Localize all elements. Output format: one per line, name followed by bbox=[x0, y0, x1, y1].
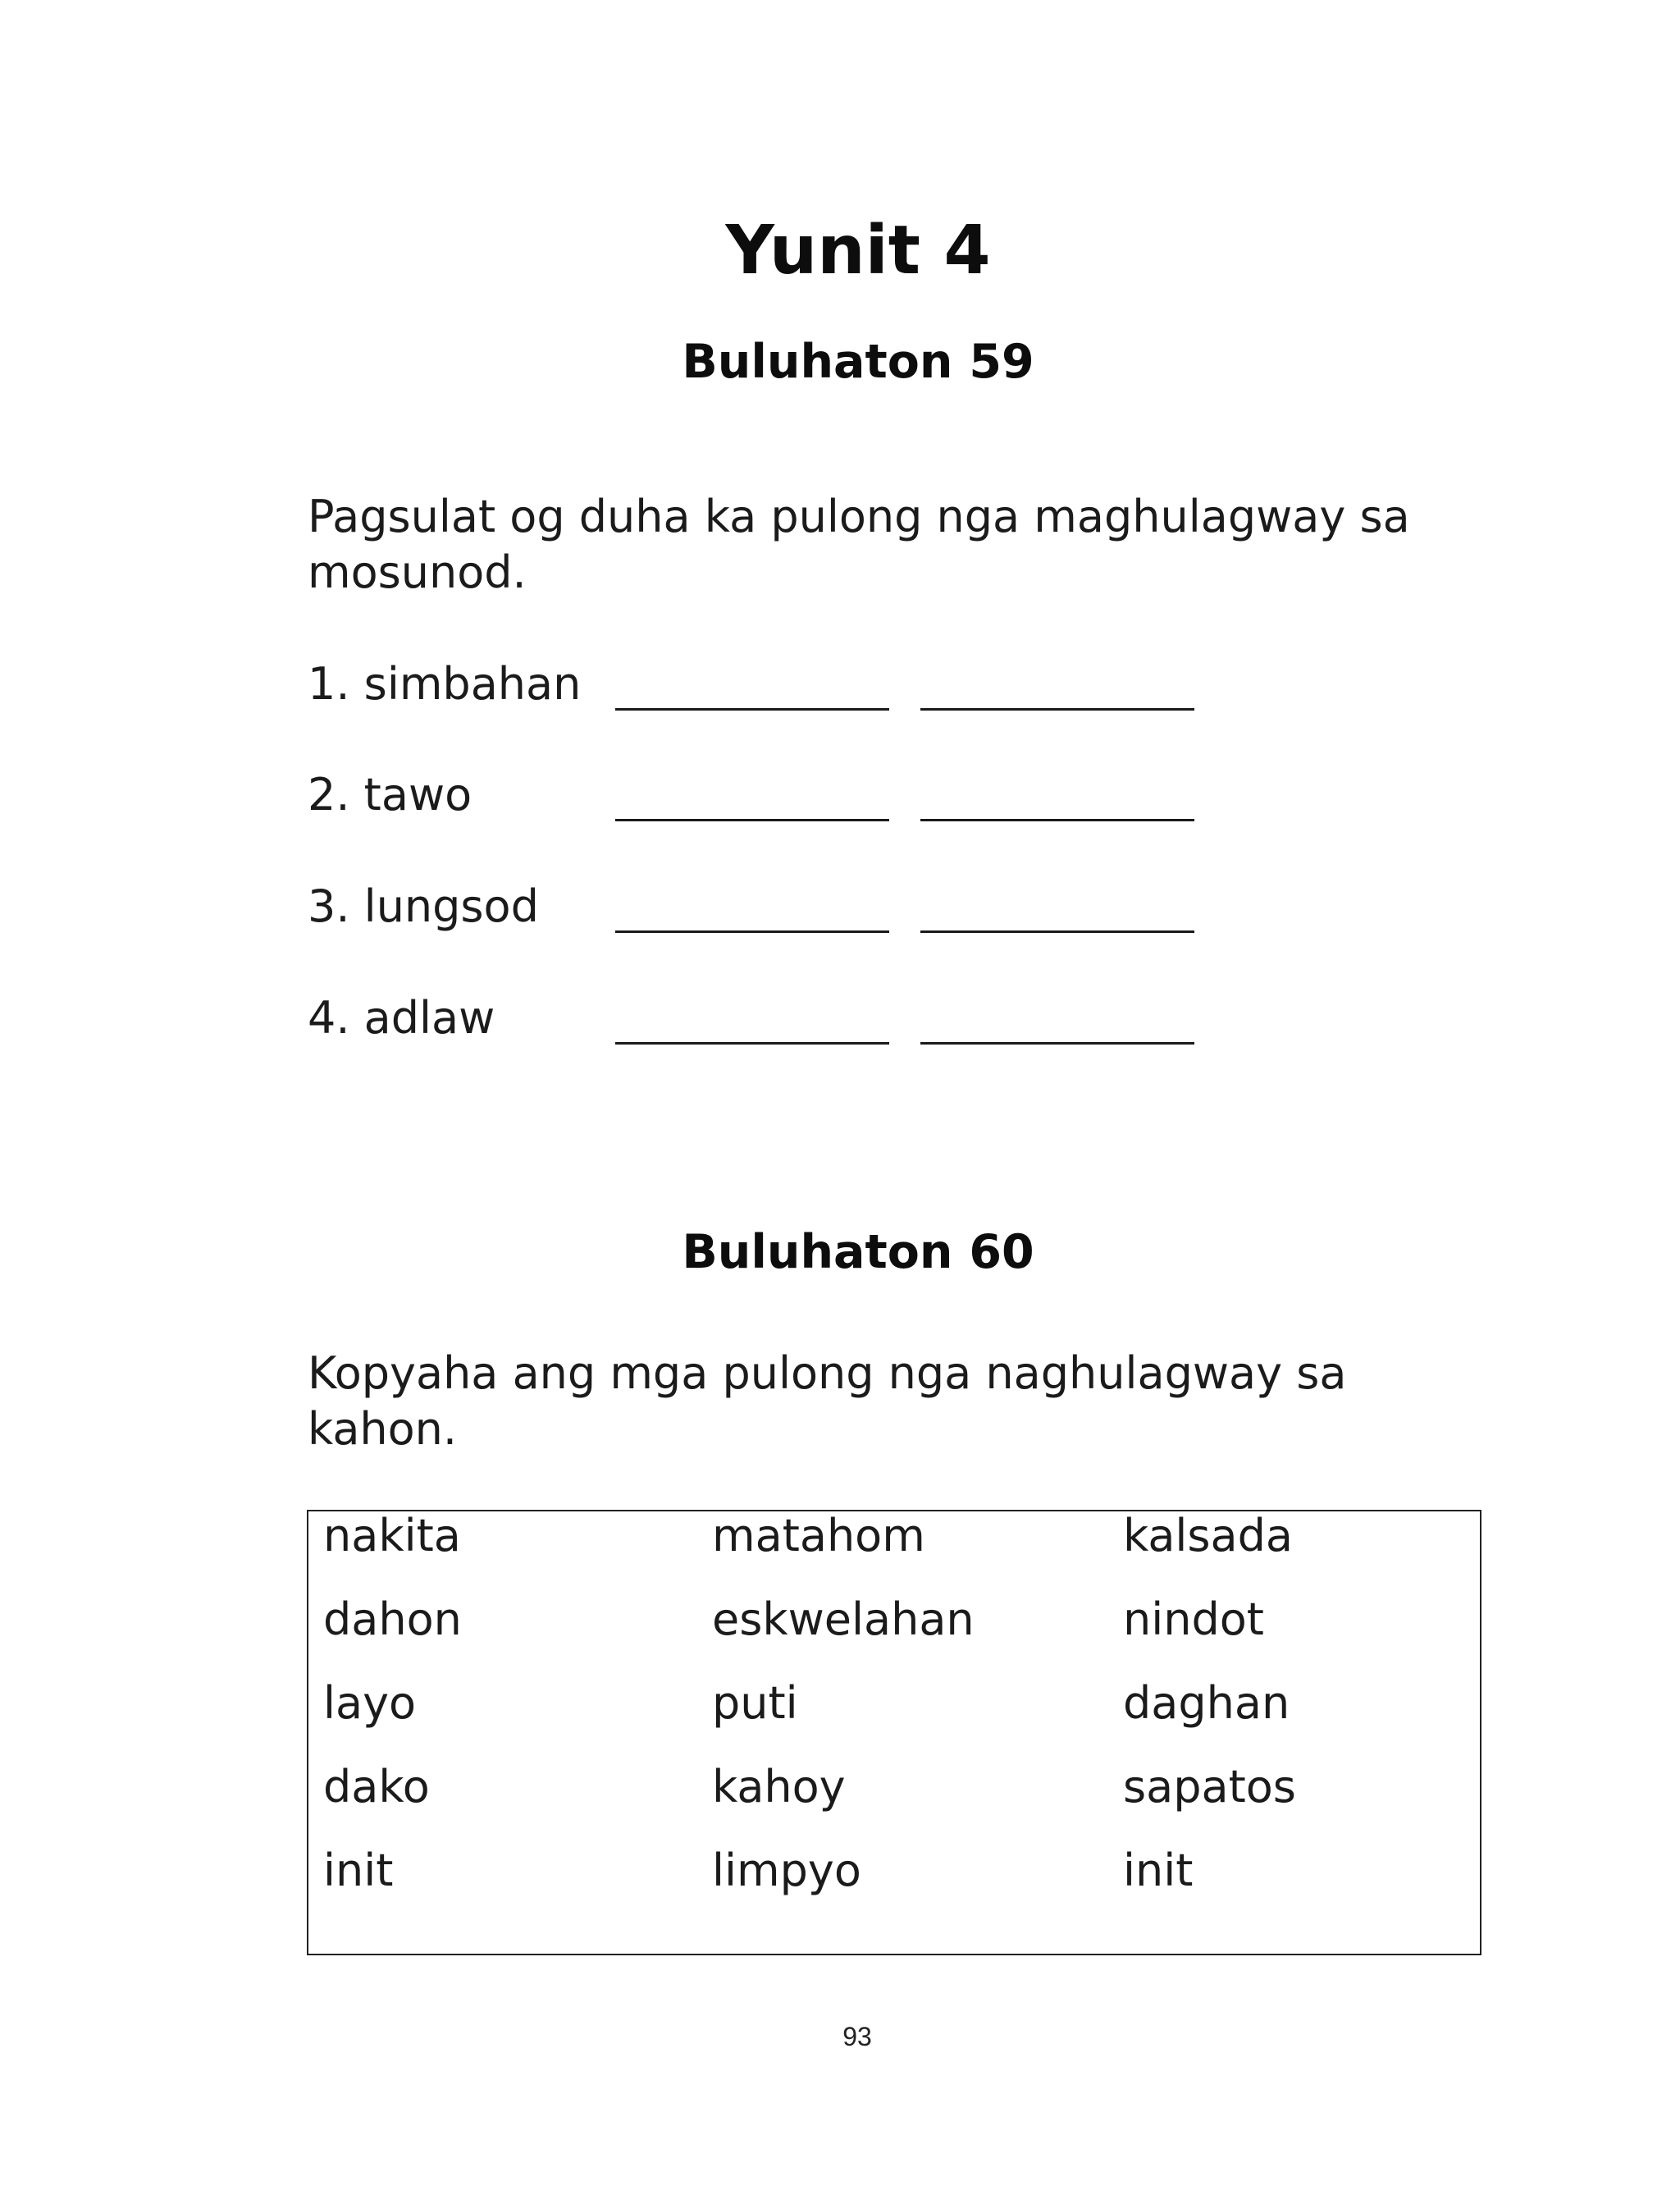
unit-title: Yunit 4 bbox=[725, 212, 991, 290]
section-60-instruction: Kopyaha ang mga pulong nga naghulagway sa kahon. bbox=[308, 1347, 1347, 1455]
word-cell: sapatos bbox=[1123, 1761, 1296, 1813]
word-cell: init bbox=[1123, 1845, 1194, 1896]
word-cell: dako bbox=[323, 1761, 430, 1813]
word-cell: daghan bbox=[1123, 1677, 1290, 1729]
answer-blank[interactable] bbox=[920, 1042, 1194, 1045]
word-cell: dahon bbox=[323, 1593, 462, 1645]
word-cell: eskwelahan bbox=[712, 1593, 975, 1645]
answer-blank[interactable] bbox=[920, 708, 1194, 711]
word-cell: kahoy bbox=[712, 1761, 846, 1813]
word-box bbox=[307, 1510, 1481, 1955]
section-59-instruction: Pagsulat og duha ka pulong nga maghulagway sa mosunod. bbox=[308, 491, 1410, 598]
word-cell: matahom bbox=[712, 1510, 925, 1561]
word-cell: nakita bbox=[323, 1510, 461, 1561]
answer-blank[interactable] bbox=[920, 930, 1194, 933]
page-number: 93 bbox=[842, 2022, 872, 2051]
word-cell: nindot bbox=[1123, 1593, 1264, 1645]
answer-blank[interactable] bbox=[615, 930, 889, 933]
word-cell: limpyo bbox=[712, 1845, 861, 1896]
exercise-item-1 bbox=[308, 656, 1210, 717]
exercise-item-label: 2. tawo bbox=[308, 769, 472, 821]
exercise-item-label: 1. simbahan bbox=[308, 658, 582, 710]
section-59-title: Buluhaton 59 bbox=[682, 335, 1034, 389]
exercise-item-label: 3. lungsod bbox=[308, 880, 539, 932]
answer-blank[interactable] bbox=[615, 1042, 889, 1045]
section-60-title: Buluhaton 60 bbox=[682, 1225, 1034, 1279]
exercise-item-3 bbox=[308, 879, 1210, 940]
answer-blank[interactable] bbox=[615, 708, 889, 711]
word-cell: layo bbox=[323, 1677, 417, 1729]
answer-blank[interactable] bbox=[615, 819, 889, 821]
exercise-item-label: 4. adlaw bbox=[308, 992, 495, 1044]
word-cell: init bbox=[323, 1845, 394, 1896]
answer-blank[interactable] bbox=[920, 819, 1194, 821]
exercise-item-2 bbox=[308, 767, 1210, 828]
word-cell: kalsada bbox=[1123, 1510, 1294, 1561]
word-cell: puti bbox=[712, 1677, 798, 1729]
exercise-item-4 bbox=[308, 990, 1210, 1051]
